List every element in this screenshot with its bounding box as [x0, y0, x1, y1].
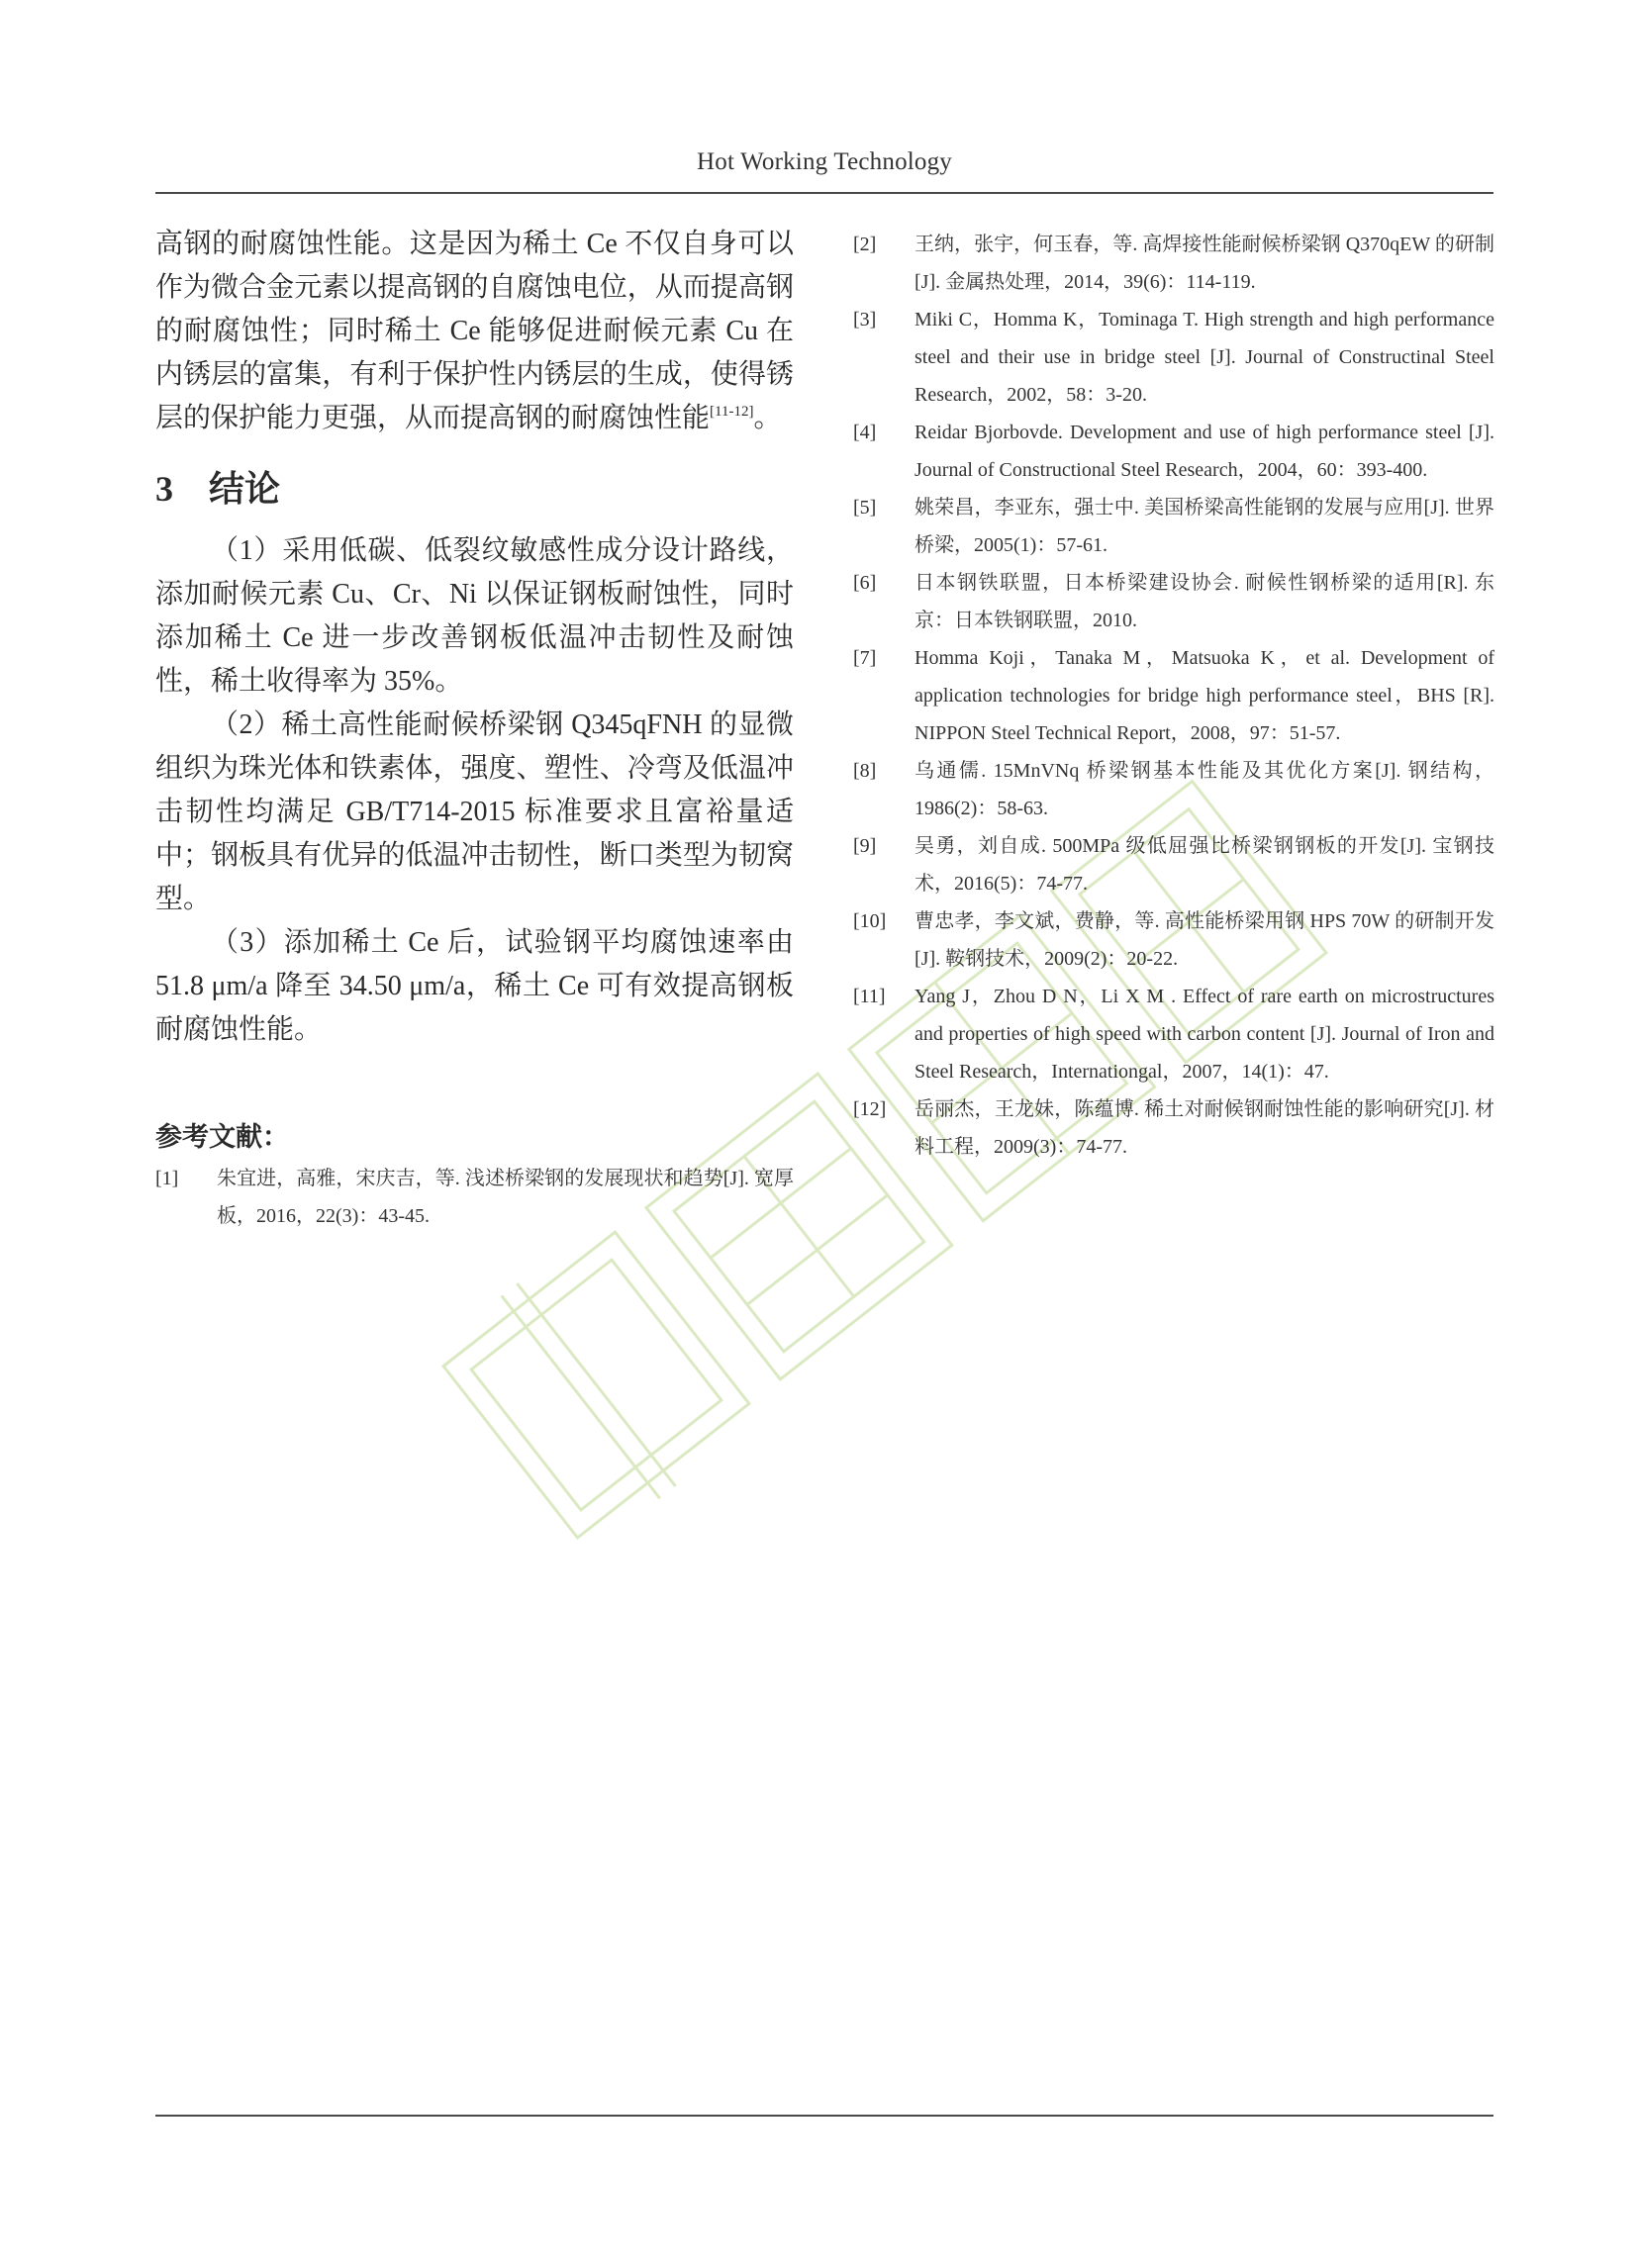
reference-number: [7]	[853, 647, 877, 669]
reference-item	[853, 639, 1494, 752]
reference-text: Yang J，Zhou D N，Li X M . Effect of rare earth on microstructures and properties of high speed with carbon content [J]. Journal of Iron and Steel Research，Internationgal，2007，14(1)：47.	[915, 986, 1494, 1083]
reference-number: [3]	[853, 309, 877, 331]
reference-number: [1]	[155, 1168, 179, 1189]
reference-item	[853, 1090, 1494, 1166]
citation-marker: [11-12]	[710, 404, 754, 420]
reference-item	[853, 978, 1494, 1090]
header-rule	[155, 192, 1493, 194]
reference-number: [12]	[853, 1098, 887, 1120]
reference-number: [11]	[853, 986, 886, 1007]
section-heading	[155, 464, 794, 514]
reference-text: 乌通儒. 15MnVNq 桥梁钢基本性能及其优化方案[J]. 钢结构，1986(2)：58-63.	[915, 760, 1494, 819]
reference-item	[853, 827, 1494, 902]
reference-text: 姚荣昌，李亚东，强士中. 美国桥梁高性能钢的发展与应用[J]. 世界桥梁，2005(1)：57-61.	[915, 497, 1494, 556]
conclusion-paragraph: （3）添加稀土 Ce 后，试验钢平均腐蚀速率由 51.8 μm/a 降至 34.50 μm/a，稀土 Ce 可有效提高钢板耐腐蚀性能。	[155, 927, 794, 1045]
reference-number: [6]	[853, 572, 877, 594]
section-number: 3	[155, 469, 173, 509]
reference-text: Homma Koji，Tanaka M，Matsuoka K，et al. Development of application technologies for bridge high performance steel，BHS [R]. NIPPON Steel Technical Report，2008，97：51-57.	[915, 647, 1494, 744]
reference-text: Reidar Bjorbovde. Development and use of high performance steel [J]. Journal of Constructional Steel Research，2004，60：393-400.	[915, 422, 1494, 481]
reference-item	[853, 414, 1494, 489]
reference-item	[853, 301, 1494, 414]
section-title: 结论	[209, 469, 281, 509]
reference-text: 朱宜进，高雅，宋庆吉，等. 浅述桥梁钢的发展现状和趋势[J]. 宽厚板，2016，22(3)：43-45.	[217, 1168, 794, 1227]
reference-list	[155, 1160, 794, 1235]
reference-item	[853, 489, 1494, 564]
reference-number: [2]	[853, 234, 877, 255]
intro-paragraph: 高钢的耐腐蚀性能。这是因为稀土 Ce 不仅自身可以作为微合金元素以提高钢的自腐蚀电位，从而提高钢的耐腐蚀性；同时稀土 Ce 能够促进耐候元素 Cu 在内锈层的富集，有利于保护性内锈层的生成，使得锈层的保护能力更强，从而提高钢的耐腐蚀性能[11-12]。	[155, 229, 794, 433]
reference-text: 吴勇，刘自成. 500MPa 级低屈强比桥梁钢钢板的开发[J]. 宝钢技术，2016(5)：74-77.	[915, 835, 1494, 895]
reference-list	[853, 226, 1494, 1166]
reference-text: Miki C，Homma K，Tominaga T. High strength and high performance steel and their use in bridge steel [J]. Journal of Constructinal Steel Research，2002，58：3-20.	[915, 309, 1494, 406]
right-column	[853, 226, 1494, 1166]
reference-number: [4]	[853, 422, 877, 443]
reference-number: [5]	[853, 497, 877, 519]
reference-number: [9]	[853, 835, 877, 857]
reference-item	[853, 752, 1494, 827]
reference-number: [8]	[853, 760, 877, 782]
reference-item	[853, 564, 1494, 639]
reference-item	[853, 226, 1494, 301]
conclusion-paragraph: （2）稀土高性能耐候桥梁钢 Q345qFNH 的显微组织为珠光体和铁素体，强度、塑性、冷弯及低温冲击韧性均满足 GB/T714-2015 标准要求且富裕量适中；钢板具有优异的低温冲击韧性，断口类型为韧窝型。	[155, 709, 794, 914]
reference-item	[155, 1160, 794, 1235]
footer-rule	[155, 2115, 1493, 2117]
reference-item	[853, 902, 1494, 978]
references-heading: 参考文献：	[155, 1122, 289, 1152]
reference-text: 日本钢铁联盟，日本桥梁建设协会. 耐候性钢桥梁的适用[R]. 东京：日本铁钢联盟，2010.	[915, 572, 1494, 631]
left-column	[155, 223, 794, 1235]
reference-number: [10]	[853, 910, 887, 932]
reference-text: 岳丽杰，王龙妹，陈蕴博. 稀土对耐候钢耐蚀性能的影响研究[J]. 材料工程，2009(3)：74-77.	[915, 1098, 1494, 1158]
conclusion-paragraph: （1）采用低碳、低裂纹敏感性成分设计路线，添加耐候元素 Cu、Cr、Ni 以保证钢板耐蚀性，同时添加稀土 Ce 进一步改善钢板低温冲击韧性及耐蚀性，稀土收得率为 35%。	[155, 535, 794, 697]
reference-text: 曹忠孝，李文斌，费静，等. 高性能桥梁用钢 HPS 70W 的研制开发[J]. 鞍钢技术，2009(2)：20-22.	[915, 910, 1494, 970]
reference-text: 王纳，张宇，何玉春，等. 高焊接性能耐候桥梁钢 Q370qEW 的研制[J]. 金属热处理，2014，39(6)：114-119.	[915, 234, 1494, 293]
running-title: Hot Working Technology	[696, 148, 953, 175]
